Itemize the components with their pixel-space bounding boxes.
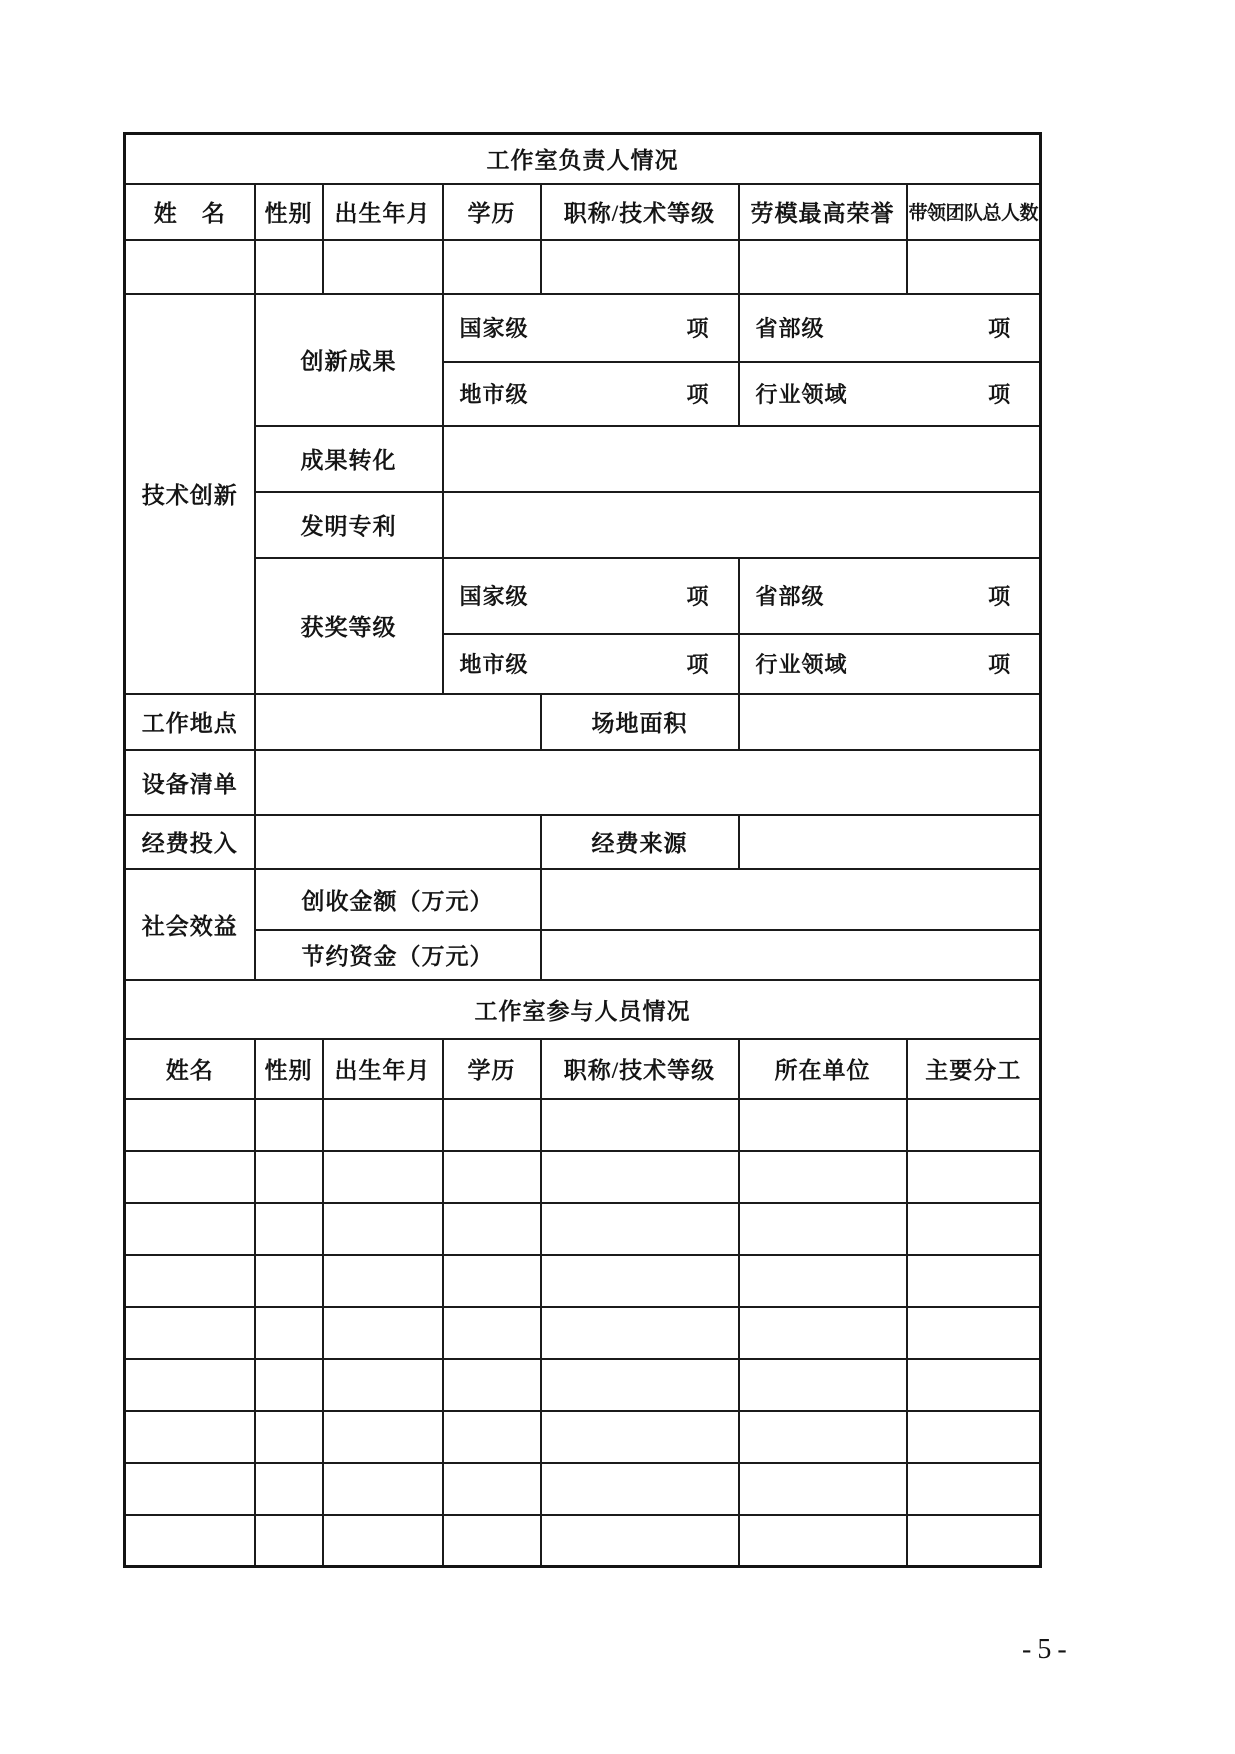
- participant-cell: [125, 1463, 255, 1515]
- participant-cell: [443, 1099, 541, 1151]
- award-municipal-cell: [443, 634, 739, 694]
- participant-header-role: 主要分工: [907, 1039, 1041, 1099]
- funding-source-cell: [739, 815, 1041, 869]
- workshop-form-table: [123, 132, 1042, 1568]
- participant-cell: [323, 1255, 443, 1307]
- participant-cell: [125, 1151, 255, 1203]
- leader-header-education: 学历: [443, 184, 541, 240]
- participant-cell: [323, 1359, 443, 1411]
- participant-cell: [907, 1359, 1041, 1411]
- participant-cell: [907, 1099, 1041, 1151]
- tech-innovation-label: 技术创新: [125, 294, 255, 694]
- participants-section-title: 工作室参与人员情况: [125, 980, 1041, 1039]
- savings-label: 节约资金（万元）: [255, 930, 541, 980]
- leader-team-size-cell: [907, 240, 1041, 294]
- participant-cell: [323, 1515, 443, 1567]
- site-area-cell: [739, 694, 1041, 750]
- award-industry-unit: 项: [988, 652, 1012, 677]
- participant-row: [125, 1359, 1041, 1411]
- leader-section-title: 工作室负责人情况: [125, 134, 1041, 184]
- innovation-provincial-label: 省部级: [755, 316, 825, 341]
- award-national-cell: [443, 558, 739, 634]
- innovation-national-unit: 项: [686, 316, 710, 341]
- leader-header-team-size: 带领团队总人数: [907, 184, 1041, 240]
- participant-cell: [739, 1255, 907, 1307]
- funding-input-label: 经费投入: [125, 815, 255, 869]
- page-number: -5-: [1022, 1634, 1073, 1665]
- leader-title-grade-cell: [541, 240, 739, 294]
- participant-header-unit: 所在单位: [739, 1039, 907, 1099]
- participant-cell: [255, 1203, 323, 1255]
- participant-cell: [125, 1359, 255, 1411]
- innovation-provincial-unit: 项: [988, 316, 1012, 341]
- revenue-cell: [541, 869, 1041, 930]
- achievement-conversion-cell: [443, 426, 1041, 492]
- award-provincial-unit: 项: [988, 584, 1012, 609]
- participant-cell: [323, 1203, 443, 1255]
- participant-row: [125, 1203, 1041, 1255]
- funding-source-label: 经费来源: [541, 815, 739, 869]
- invention-patent-cell: [443, 492, 1041, 558]
- innovation-municipal-label: 地市级: [459, 382, 529, 407]
- participant-cell: [323, 1307, 443, 1359]
- award-level-label: 获奖等级: [255, 558, 443, 694]
- participant-cell: [541, 1099, 739, 1151]
- award-provincial-cell: [739, 558, 1041, 634]
- participant-cell: [541, 1411, 739, 1463]
- leader-header-honor: 劳模最高荣誉: [739, 184, 907, 240]
- participant-cell: [125, 1515, 255, 1567]
- participant-cell: [255, 1255, 323, 1307]
- participant-cell: [323, 1151, 443, 1203]
- participant-row: [125, 1515, 1041, 1567]
- participant-cell: [739, 1359, 907, 1411]
- participant-header-title-grade: 职称/技术等级: [541, 1039, 739, 1099]
- award-industry-cell: [739, 634, 1041, 694]
- participant-cell: [739, 1099, 907, 1151]
- participant-cell: [323, 1411, 443, 1463]
- participant-cell: [443, 1151, 541, 1203]
- award-national-label: 国家级: [459, 584, 529, 609]
- participant-cell: [541, 1255, 739, 1307]
- participant-cell: [739, 1463, 907, 1515]
- participant-cell: [907, 1255, 1041, 1307]
- participant-header-education: 学历: [443, 1039, 541, 1099]
- equipment-list-label: 设备清单: [125, 750, 255, 815]
- participant-header-name: 姓名: [125, 1039, 255, 1099]
- participant-cell: [323, 1099, 443, 1151]
- participant-cell: [907, 1307, 1041, 1359]
- participant-cell: [255, 1099, 323, 1151]
- leader-header-title-grade: 职称/技术等级: [541, 184, 739, 240]
- award-provincial-label: 省部级: [755, 584, 825, 609]
- participant-header-birthdate: 出生年月: [323, 1039, 443, 1099]
- equipment-list-cell: [255, 750, 1041, 815]
- participant-cell: [541, 1463, 739, 1515]
- participant-cell: [907, 1151, 1041, 1203]
- participant-cell: [443, 1307, 541, 1359]
- participant-header-gender: 性别: [255, 1039, 323, 1099]
- award-industry-label: 行业领域: [755, 652, 848, 677]
- leader-birthdate-cell: [323, 240, 443, 294]
- award-municipal-label: 地市级: [459, 652, 529, 677]
- funding-input-cell: [255, 815, 541, 869]
- work-location-label: 工作地点: [125, 694, 255, 750]
- leader-header-gender: 性别: [255, 184, 323, 240]
- site-area-label: 场地面积: [541, 694, 739, 750]
- innovation-national-cell: [443, 294, 739, 362]
- participant-cell: [255, 1515, 323, 1567]
- innovation-industry-unit: 项: [988, 382, 1012, 407]
- participant-row: [125, 1099, 1041, 1151]
- participant-cell: [125, 1255, 255, 1307]
- participant-cell: [255, 1151, 323, 1203]
- participant-cell: [907, 1515, 1041, 1567]
- participant-cell: [443, 1255, 541, 1307]
- social-benefit-label: 社会效益: [125, 869, 255, 980]
- work-location-cell: [255, 694, 541, 750]
- participant-cell: [125, 1307, 255, 1359]
- award-municipal-unit: 项: [686, 652, 710, 677]
- participant-cell: [907, 1463, 1041, 1515]
- participant-cell: [443, 1463, 541, 1515]
- participant-cell: [255, 1411, 323, 1463]
- leader-header-birthdate: 出生年月: [323, 184, 443, 240]
- participant-cell: [739, 1411, 907, 1463]
- achievement-conversion-label: 成果转化: [255, 426, 443, 492]
- participant-cell: [255, 1463, 323, 1515]
- participant-cell: [739, 1307, 907, 1359]
- participant-empty-rows: [125, 1099, 1041, 1567]
- participant-cell: [443, 1359, 541, 1411]
- participant-cell: [541, 1151, 739, 1203]
- participant-cell: [541, 1515, 739, 1567]
- innovation-results-label: 创新成果: [255, 294, 443, 426]
- participant-row: [125, 1411, 1041, 1463]
- participant-row: [125, 1463, 1041, 1515]
- participant-cell: [739, 1151, 907, 1203]
- participant-cell: [541, 1203, 739, 1255]
- participant-cell: [323, 1463, 443, 1515]
- participant-cell: [907, 1411, 1041, 1463]
- invention-patent-label: 发明专利: [255, 492, 443, 558]
- participant-cell: [125, 1411, 255, 1463]
- participant-cell: [443, 1515, 541, 1567]
- participant-cell: [255, 1307, 323, 1359]
- participant-cell: [125, 1203, 255, 1255]
- participant-cell: [739, 1515, 907, 1567]
- innovation-municipal-unit: 项: [686, 382, 710, 407]
- innovation-provincial-cell: [739, 294, 1041, 362]
- leader-header-name: 姓 名: [125, 184, 255, 240]
- participant-cell: [541, 1307, 739, 1359]
- participant-cell: [907, 1203, 1041, 1255]
- revenue-label: 创收金额（万元）: [255, 869, 541, 930]
- participant-row: [125, 1307, 1041, 1359]
- participant-row: [125, 1151, 1041, 1203]
- participant-cell: [443, 1203, 541, 1255]
- innovation-industry-label: 行业领域: [755, 382, 848, 407]
- participant-cell: [255, 1359, 323, 1411]
- leader-education-cell: [443, 240, 541, 294]
- innovation-national-label: 国家级: [459, 316, 529, 341]
- participant-cell: [541, 1359, 739, 1411]
- innovation-industry-cell: [739, 362, 1041, 426]
- leader-gender-cell: [255, 240, 323, 294]
- participant-row: [125, 1255, 1041, 1307]
- leader-honor-cell: [739, 240, 907, 294]
- participant-cell: [443, 1411, 541, 1463]
- award-national-unit: 项: [686, 584, 710, 609]
- leader-name-cell: [125, 240, 255, 294]
- leader-info-row: [125, 240, 1041, 294]
- savings-cell: [541, 930, 1041, 980]
- participant-cell: [739, 1203, 907, 1255]
- innovation-municipal-cell: [443, 362, 739, 426]
- participant-cell: [125, 1099, 255, 1151]
